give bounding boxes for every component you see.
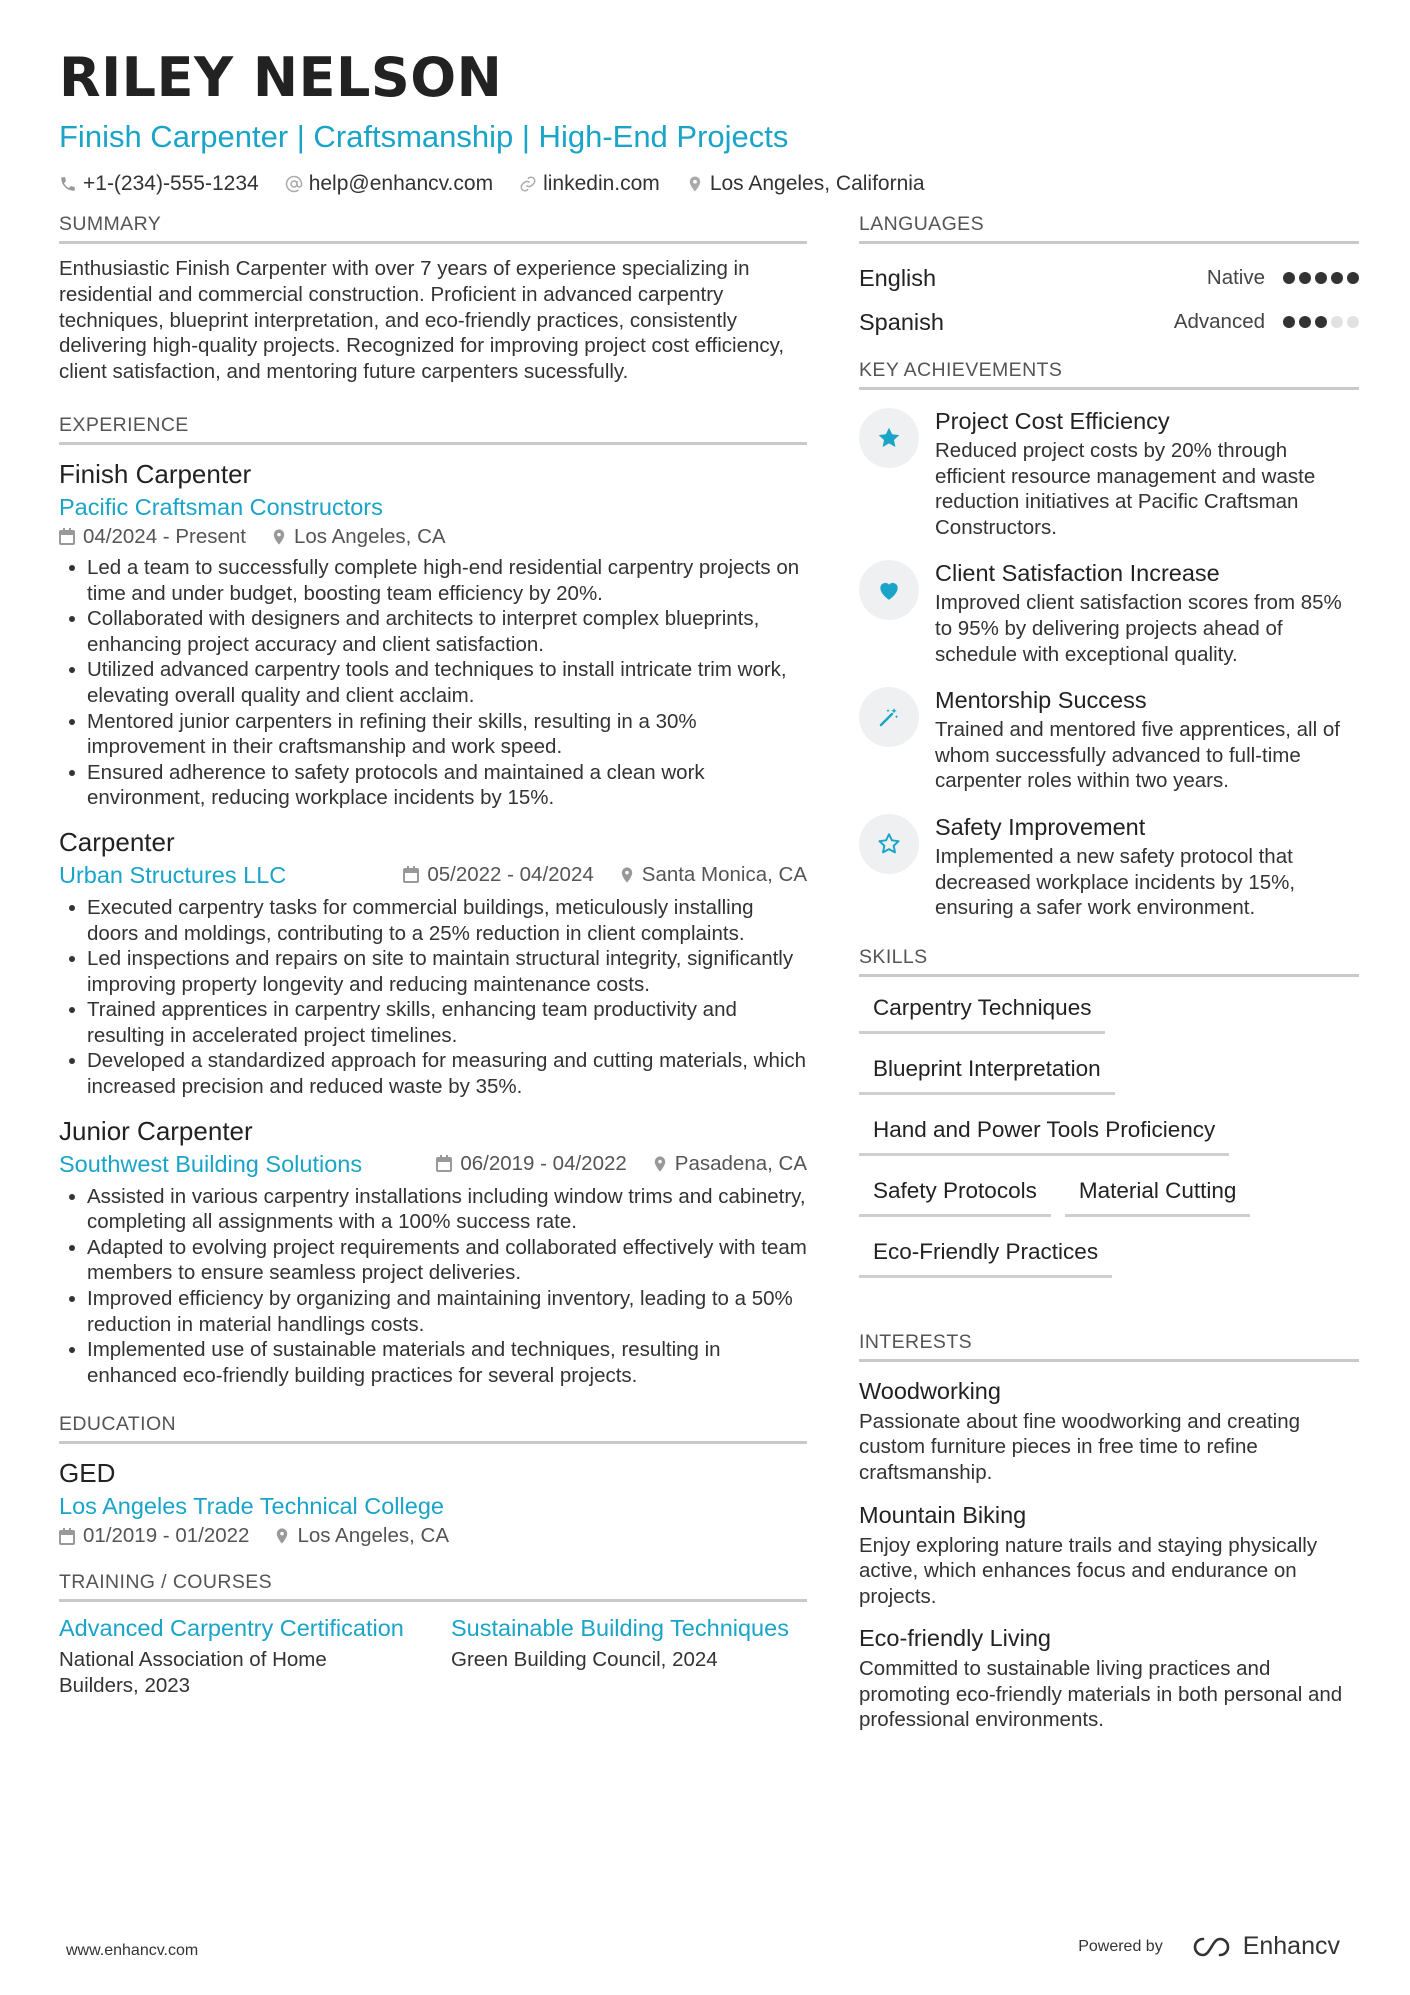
achievement-item — [859, 685, 1359, 794]
interest-item — [859, 1500, 1359, 1610]
job-bullets — [59, 895, 807, 1100]
achievement-title: Client Satisfaction Increase — [935, 560, 1220, 587]
job-location — [272, 523, 446, 551]
job-bullet: Implemented use of sustainable materials and techniques, resulting in enhanced eco-friendly building practices for several projects. — [59, 1337, 807, 1388]
left-column — [59, 212, 807, 1698]
language-proficiency — [1207, 266, 1359, 290]
contact-email[interactable] — [285, 170, 493, 198]
job-meta — [436, 1150, 807, 1178]
location-text: Los Angeles, California — [709, 172, 925, 195]
job-location-text: Los Angeles, CA — [293, 524, 446, 548]
job-dates — [436, 1150, 626, 1178]
education-location — [275, 1522, 449, 1550]
achievement-title: Mentorship Success — [935, 687, 1147, 714]
achievement-item — [859, 406, 1359, 540]
achievement-icon-circle — [859, 408, 919, 468]
language-level: Advanced — [1173, 310, 1265, 333]
interest-item — [859, 1376, 1359, 1486]
skills-list — [859, 987, 1359, 1278]
skill-tag: Hand and Power Tools Proficiency — [859, 1109, 1229, 1156]
achievement-body — [935, 685, 1359, 794]
achievement-body — [935, 558, 1359, 667]
job-bullet: Executed carpentry tasks for commercial buildings, meticulously installing doors and moldings, contributing to a 25% reduction in client complaints. — [59, 895, 807, 946]
job-dates — [403, 861, 593, 889]
job-bullets — [59, 555, 807, 811]
brand-name: Enhancv — [1242, 1932, 1340, 1960]
company-name: Southwest Building Solutions — [59, 1150, 363, 1177]
section-title-skills: SKILLS — [859, 945, 1359, 977]
interest-desc: Committed to sustainable living practices and promoting eco-friendly materials in both personal and professional environments. — [859, 1657, 1343, 1732]
education-location-text: Los Angeles, CA — [297, 1524, 450, 1548]
at-icon — [285, 175, 303, 193]
phone-icon — [59, 175, 77, 193]
email-text: help@enhancv.com — [308, 172, 494, 195]
language-row — [859, 256, 1359, 300]
achievement-item — [859, 558, 1359, 667]
rating-dot-empty — [1331, 316, 1343, 328]
achievement-desc: Reduced project costs by 20% through efficient resource management and waste reduction initiatives at Pacific Craftsman Constructors. — [935, 439, 1316, 539]
training-issuer: National Association of Home Builders, 2023 — [59, 1647, 327, 1697]
candidate-headline: Finish Carpenter | Craftsmanship | High-End Projects — [59, 119, 789, 154]
training-issuer: Green Building Council, 2024 — [451, 1647, 718, 1671]
achievement-title: Project Cost Efficiency — [935, 408, 1170, 434]
candidate-name: RILEY NELSON — [59, 46, 503, 109]
language-row — [859, 300, 1359, 344]
interest-title: Mountain Biking — [859, 1501, 1027, 1528]
interest-desc: Passionate about fine woodworking and creating custom furniture pieces in free time to refine craftsmanship. — [859, 1409, 1301, 1484]
job-dates-text: 04/2024 - Present — [83, 524, 246, 548]
star-filled-icon — [876, 425, 902, 451]
job-bullet: Adapted to evolving project requirements and collaborated effectively with team members to ensure seamless project deliveries. — [59, 1235, 807, 1286]
training-list — [59, 1614, 807, 1698]
calendar-icon — [59, 528, 75, 545]
section-title-summary: SUMMARY — [59, 212, 807, 244]
experience-entry — [59, 1114, 807, 1389]
job-bullets — [59, 1184, 807, 1389]
location-pin-icon — [272, 528, 286, 546]
location-pin-icon — [620, 866, 634, 884]
experience-entry — [59, 825, 807, 1100]
interest-title: Eco-friendly Living — [859, 1625, 1052, 1652]
achievement-desc: Improved client satisfaction scores from 85% to 95% by delivering projects ahead of schedule with exceptional quality. — [935, 591, 1342, 666]
achievement-icon-circle — [859, 687, 919, 747]
education-entry — [59, 1456, 807, 1550]
job-dates — [59, 523, 246, 551]
training-entry — [451, 1614, 803, 1698]
linkedin-text: linkedin.com — [543, 172, 660, 195]
job-location-text: Pasadena, CA — [674, 1151, 807, 1175]
calendar-icon — [59, 1528, 75, 1545]
location-pin-icon — [653, 1155, 667, 1173]
skill-tag: Eco-Friendly Practices — [859, 1231, 1112, 1278]
job-meta — [59, 523, 807, 551]
job-location — [653, 1150, 807, 1178]
school-name: Los Angeles Trade Technical College — [59, 1493, 444, 1520]
job-company-row — [59, 1148, 807, 1180]
phone-text: +1-(234)-555-1234 — [83, 172, 259, 195]
skill-tag: Material Cutting — [1065, 1170, 1251, 1217]
rating-dot-filled — [1315, 272, 1327, 284]
magic-wand-icon — [877, 705, 901, 729]
job-title: Finish Carpenter — [59, 458, 252, 489]
footer-branding — [1078, 1932, 1340, 1961]
job-bullet: Collaborated with designers and architects to interpret complex blueprints, enhancing project accuracy and client satisfaction. — [59, 606, 807, 657]
language-rating-dots — [1283, 272, 1359, 284]
job-bullet: Developed a standardized approach for measuring and cutting materials, which increased precision and reduced waste by 35%. — [59, 1048, 807, 1099]
rating-dot-filled — [1283, 316, 1295, 328]
language-rating-dots — [1283, 316, 1359, 328]
job-bullet: Ensured adherence to safety protocols and maintained a clean work environment, reducing workplace incidents by 15%. — [59, 760, 807, 811]
right-column — [859, 212, 1359, 1747]
achievement-item — [859, 812, 1359, 921]
job-bullet: Trained apprentices in carpentry skills, enhancing team productivity and resulting in accelerated project timelines. — [59, 997, 807, 1048]
resume-header — [59, 48, 1359, 198]
job-bullet: Mentored junior carpenters in refining their skills, resulting in a 30% improvement in their craftsmanship and work speed. — [59, 709, 807, 760]
language-proficiency — [1174, 310, 1359, 334]
job-title: Junior Carpenter — [59, 1115, 253, 1146]
rating-dot-filled — [1299, 272, 1311, 284]
achievement-body — [935, 406, 1359, 540]
contact-bar — [59, 170, 1359, 198]
job-location — [620, 861, 807, 889]
section-title-training: TRAINING / COURSES — [59, 1570, 807, 1602]
company-name: Urban Structures LLC — [59, 861, 287, 888]
summary-text: Enthusiastic Finish Carpenter with over 7 years of experience specializing in residential and commercial construction. Proficient in advanced carpentry techniques, blueprint interpretation, and eco-friendly practices, consistently delivering high-quality projects. Recognized for improving project cost efficiency, client satisfaction, and mentoring future carpenters sucessfully. — [59, 257, 785, 384]
training-title: Sustainable Building Techniques — [451, 1615, 789, 1642]
footer-website[interactable]: www.enhancv.com — [66, 1942, 199, 1959]
section-title-experience: EXPERIENCE — [59, 413, 807, 445]
achievement-desc: Trained and mentored five apprentices, all of whom successfully advanced to full-time carpenter roles within two years. — [935, 718, 1340, 793]
section-title-education: EDUCATION — [59, 1412, 807, 1444]
contact-linkedin[interactable] — [519, 170, 660, 198]
rating-dot-filled — [1283, 272, 1295, 284]
achievement-body — [935, 812, 1359, 921]
education-meta — [59, 1522, 807, 1550]
rating-dot-empty — [1347, 316, 1359, 328]
link-icon — [519, 175, 537, 193]
education-dates — [59, 1522, 249, 1550]
language-name: Spanish — [859, 308, 944, 335]
experience-entry — [59, 457, 807, 811]
job-company-row — [59, 859, 807, 891]
skill-tag: Safety Protocols — [859, 1170, 1051, 1217]
achievement-desc: Implemented a new safety protocol that decreased workplace incidents by 15%, ensuring a safer work environment. — [935, 844, 1296, 920]
job-bullet: Led inspections and repairs on site to maintain structural integrity, significantly improving property longevity and reducing maintenance costs. — [59, 946, 807, 997]
location-pin-icon — [275, 1527, 289, 1545]
job-bullet: Assisted in various carpentry installations including window trims and cabinetry, completing all assignments with a 100% success rate. — [59, 1184, 807, 1235]
training-title: Advanced Carpentry Certification — [59, 1615, 404, 1642]
job-title: Carpenter — [59, 826, 175, 857]
location-pin-icon — [686, 175, 704, 193]
brand-logo[interactable] — [1189, 1932, 1340, 1961]
section-title-interests: INTERESTS — [859, 1330, 1359, 1362]
language-level: Native — [1206, 266, 1265, 289]
degree: GED — [59, 1458, 116, 1489]
language-name: English — [859, 264, 937, 291]
job-meta — [403, 861, 807, 889]
skill-tag: Blueprint Interpretation — [859, 1048, 1115, 1095]
powered-by-text: Powered by — [1078, 1937, 1163, 1955]
job-location-text: Santa Monica, CA — [641, 862, 807, 886]
interest-title: Woodworking — [859, 1377, 1001, 1404]
interest-desc: Enjoy exploring nature trails and staying physically active, which enhances focus and endurance on projects. — [859, 1533, 1318, 1608]
skill-tag: Carpentry Techniques — [859, 987, 1105, 1034]
contact-phone[interactable] — [59, 170, 259, 198]
calendar-icon — [403, 866, 419, 883]
job-dates-text: 06/2019 - 04/2022 — [460, 1151, 627, 1175]
heart-icon — [876, 577, 902, 603]
education-dates-text: 01/2019 - 01/2022 — [83, 1524, 250, 1548]
job-dates-text: 05/2022 - 04/2024 — [427, 862, 594, 886]
company-name: Pacific Craftsman Constructors — [59, 493, 383, 520]
job-bullet: Utilized advanced carpentry tools and techniques to install intricate trim work, elevating overall quality and client acclaim. — [59, 657, 807, 708]
section-title-achievements: KEY ACHIEVEMENTS — [859, 358, 1359, 390]
contact-location — [686, 170, 925, 198]
rating-dot-filled — [1299, 316, 1311, 328]
achievement-title: Safety Improvement — [935, 813, 1146, 840]
rating-dot-filled — [1347, 272, 1359, 284]
enhancv-logo-icon — [1189, 1935, 1235, 1959]
calendar-icon — [436, 1155, 452, 1172]
section-title-languages: LANGUAGES — [859, 212, 1359, 244]
training-entry — [59, 1614, 411, 1698]
rating-dot-filled — [1315, 316, 1327, 328]
rating-dot-filled — [1331, 272, 1343, 284]
achievement-icon-circle — [859, 560, 919, 620]
star-outline-icon — [876, 831, 902, 857]
achievement-icon-circle — [859, 814, 919, 874]
interest-item — [859, 1623, 1359, 1733]
job-bullet: Improved efficiency by organizing and maintaining inventory, leading to a 50% reduction in material handlings costs. — [59, 1286, 807, 1337]
job-bullet: Led a team to successfully complete high-end residential carpentry projects on time and under budget, boosting team efficiency by 20%. — [59, 555, 807, 606]
